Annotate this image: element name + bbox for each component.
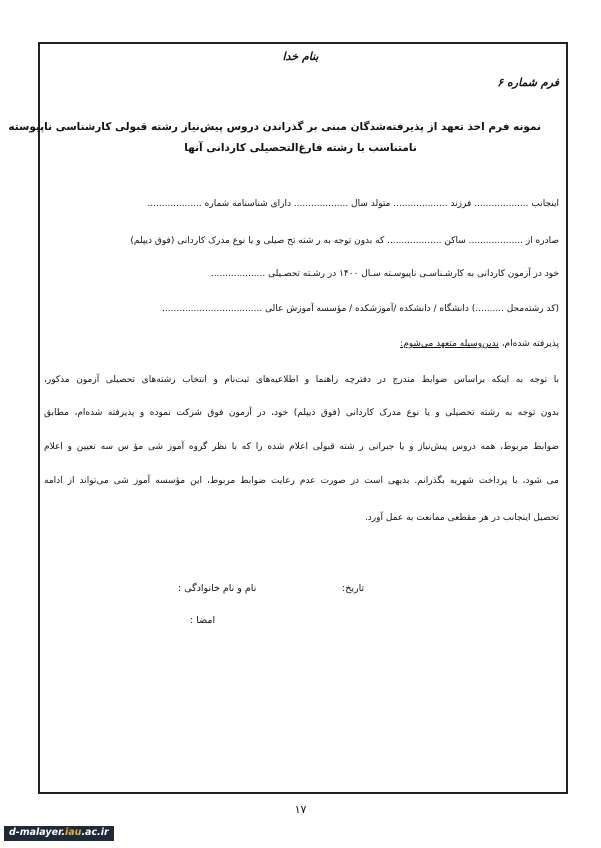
institution-line: (کد رشته‌محل ..........) دانشگاه / دانشکده /آموزشکده / مؤسسه آموزش عالی ................................... — [162, 304, 559, 314]
form-number: فرم شماره ۶ — [497, 76, 559, 89]
form-title-line-1: نمونه فرم اخذ تعهد از پذیرفته‌شدگان مبنی بر گذراندن دروس پیش‌نیاز رشته قبولی کارشناسی ناپیوسته — [8, 121, 541, 133]
body-paragraph-line: می شود، با پرداخت شهریه بگذرانم. بدیهی است در صورت عدم رعایت ضوابط مربوط، این مؤسسه آموز شی می‌تواند از ادامه — [44, 476, 559, 486]
page-border — [8, 42, 568, 794]
exam-field-line: خود در آزمون کاردانی به کارشـناسـی ناپیوسـته سـال ۱۴۰۰ در رشـته تحصـیلی ................... — [210, 269, 559, 279]
applicant-info-line: اینجانب ................... فرزند ................... متولد سال ................... دارای شناسنامه شماره ................... — [147, 199, 559, 209]
page-number: ۱۷ — [294, 803, 307, 816]
signature-label: امضا : — [190, 615, 216, 626]
bismillah-heading: بنام خدا — [282, 50, 319, 63]
body-paragraph-line: ضوابط مربوط، همه دروس پیش‌نیاز و یا جبرانی ر شته قبولی اعلام شده را که با نظر گروه آموز شی مؤ س سه تعیین و اعلام — [44, 442, 559, 452]
site-watermark: d-malayer.iau.ac.ir — [4, 826, 114, 841]
full-name-label: نام و نام خانوادگی : — [178, 583, 257, 594]
body-paragraph-line: با توجه به اینکه براساس ضوابط مندرج در دفترچه راهنما و اطلاعیه‌های ثبت‌نام و انتخاب رشته‌های تحصیلی آزمون مذکور، — [44, 375, 559, 385]
body-paragraph-line: بدون توجه به رشته تحصیلی و یا نوع مدرک کاردانی (فوق دیپلم) خود، در آزمون فوق شرکت نموده و پذیرفته شده‌ام، مطابق — [44, 408, 559, 418]
body-paragraph-line: تحصیل اینجانب در هر مقطعی ممانعت به عمل آورد. — [364, 513, 559, 523]
commitment-line — [44, 339, 559, 349]
date-label: تاریخ: — [342, 583, 365, 594]
commitment-statement: بدین‌وسیله متعهد می‌شوم: — [400, 339, 499, 349]
form-title-line-2: نامتناسب با رشته فارغ‌التحصیلی کاردانی آنها — [184, 142, 417, 154]
issue-place-line: صادره از ................... ساکن ................... که بدون توجه به ر شته تح صیلی و یا نوع مدرک کاردانی (فوق دیپلم) — [130, 236, 559, 246]
accepted-text: پذیرفته شده‌ام، — [501, 339, 559, 349]
